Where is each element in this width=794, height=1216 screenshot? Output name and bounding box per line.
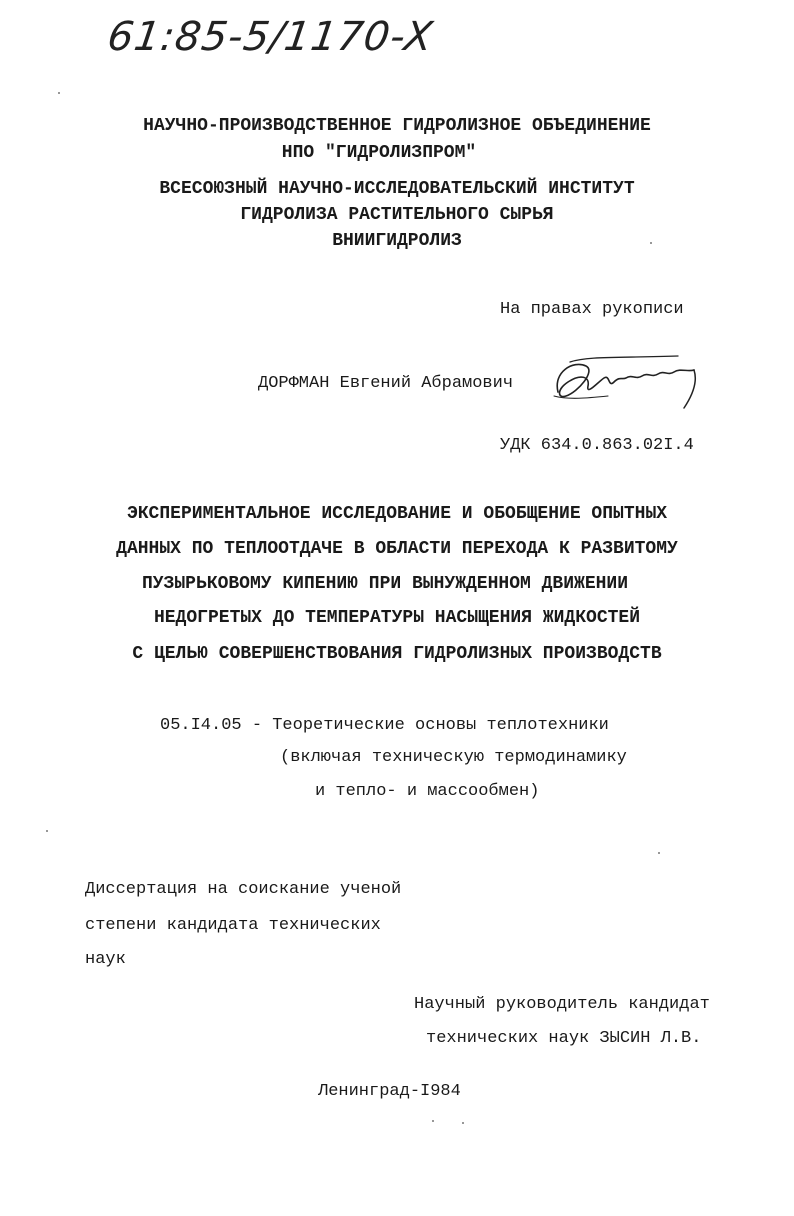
scan-speck [650,242,652,244]
author-name: ДОРФМАН Евгений Абрамович [258,374,514,393]
dissertation-line1: Диссертация на соискание ученой [85,880,402,899]
institute-line2: ГИДРОЛИЗА РАСТИТЕЛЬНОГО СЫРЬЯ [240,205,554,225]
title-line2: ДАННЫХ ПО ТЕПЛООТДАЧЕ В ОБЛАСТИ ПЕРЕХОДА К РАЗВИТОМУ [116,539,678,559]
supervisor-line1: Научный руководитель кандидат [414,995,710,1014]
org-name-line2: НПО "ГИДРОЛИЗПРОМ" [281,143,477,163]
place-year: Ленинград-I984 [318,1082,461,1101]
title-line5: С ЦЕЛЬЮ СОВЕРШЕНСТВОВАНИЯ ГИДРОЛИЗНЫХ ПРОИЗВОДСТВ [132,644,662,664]
scan-speck [46,830,48,832]
title-line4: НЕДОГРЕТЫХ ДО ТЕМПЕРАТУРЫ НАСЫЩЕНИЯ ЖИДКОСТЕЙ [153,608,641,628]
scan-speck [58,92,60,94]
scan-speck [432,1120,434,1122]
dissertation-line3: наук [85,950,126,969]
title-line1: ЭКСПЕРИМЕНТАЛЬНОЕ ИССЛЕДОВАНИЕ И ОБОБЩЕНИЕ ОПЫТНЫХ [126,504,668,524]
archive-number-handwritten: 61:85-5/1170-X [104,14,437,60]
specialty-code-line: 05.I4.05 - Теоретические основы теплотехники [160,716,609,735]
specialty-line2: (включая техническую термодинамику [280,748,627,767]
scan-speck [462,1122,464,1124]
org-name-line1: НАУЧНО-ПРОИЗВОДСТВЕННОЕ ГИДРОЛИЗНОЕ ОБЪЕДИНЕНИЕ [143,116,651,136]
dissertation-line2: степени кандидата технических [85,916,381,935]
institute-line1: ВСЕСОЮЗНЫЙ НАУЧНО-ИССЛЕДОВАТЕЛЬСКИЙ ИНСТИТУТ [159,179,635,199]
specialty-line3: и тепло- и массообмен) [315,782,540,801]
institute-line3: ВНИИГИДРОЛИЗ [332,231,462,251]
rights-note: На правах рукописи [500,300,684,319]
supervisor-line2: технических наук ЗЫСИН Л.В. [426,1029,702,1048]
author-signature [548,352,708,414]
scan-speck [658,852,660,854]
title-line3: ПУЗЫРЬКОВОМУ КИПЕНИЮ ПРИ ВЫНУЖДЕННОМ ДВИЖЕНИИ [141,574,629,594]
udc-code: УДК 634.0.863.02I.4 [500,436,694,455]
